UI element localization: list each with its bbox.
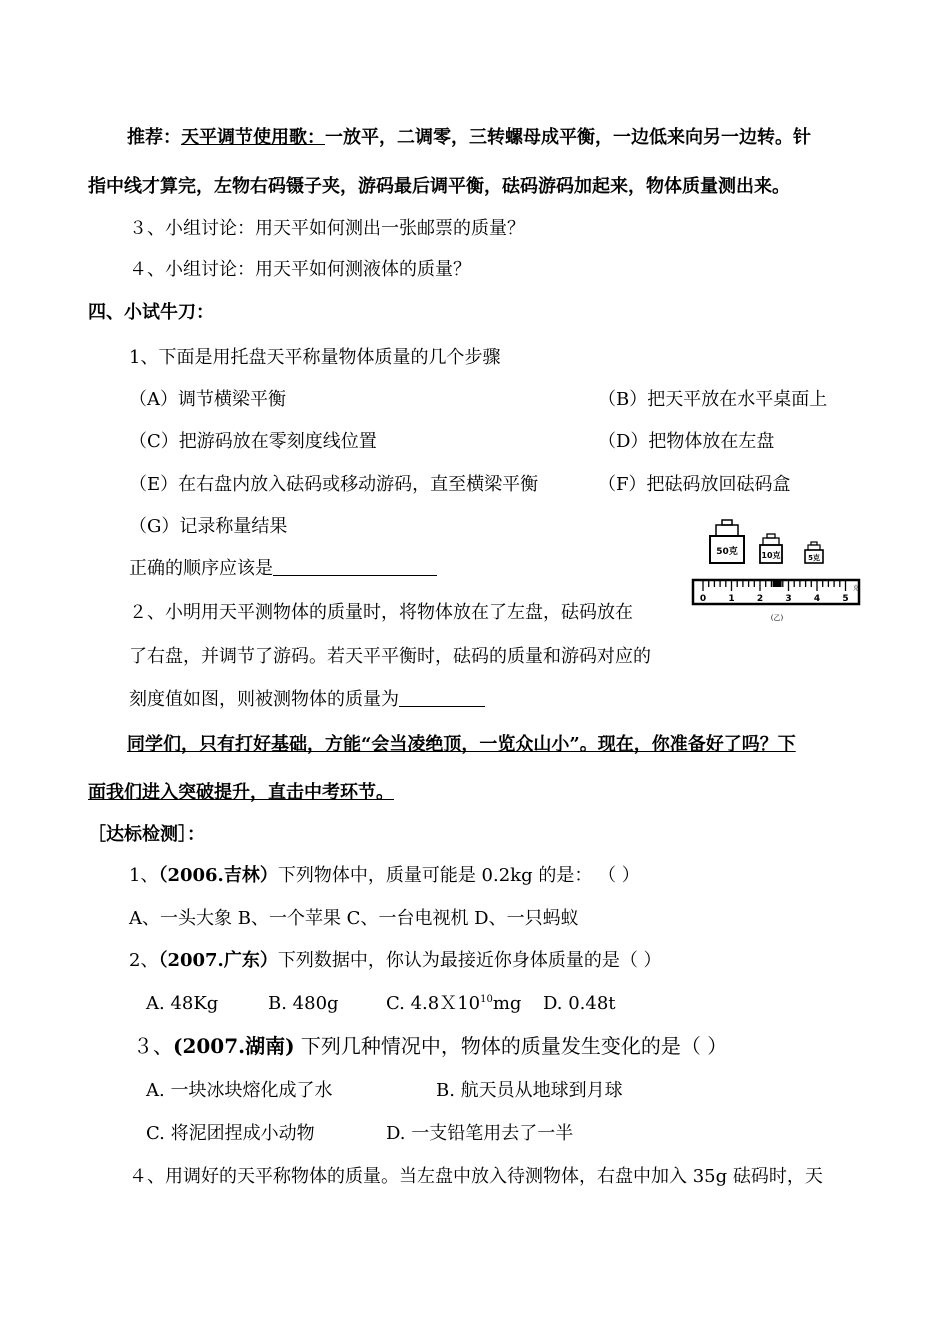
t3-line [133,1034,727,1058]
motivation-line-2: 面我们进入突破提升，直击中考环节。 [88,782,394,803]
weight-50g-label: 50克 [716,547,738,557]
t2-option-c-exponent: 10 [480,994,493,1005]
scale-labels [700,594,849,604]
t3-option-d: D. 一支铅笔用去了一半 [386,1123,574,1144]
discussion-4: ４、小组讨论：用天平如何测液体的质量？ [129,259,471,280]
t4-line: ４、用调好的天平称物体的质量。当左盘中放入待测物体，右盘中加入 35g 砝码时，天 [129,1166,823,1187]
recommend-text-1: 一放平，二调零，三转螺母成平衡，一边低来向另一边转。针 [325,127,811,148]
t2-option-c [386,992,521,1016]
q2-line-3-text: 刻度值如图，则被测物体的质量为 [129,689,399,710]
q1-option-e: （E）在右盘内放入砝码或移动游码，直至横梁平衡 [129,474,539,495]
t1-text: 下列物体中，质量可能是 0.2kg 的是： （ ） [277,865,640,886]
q1-answer-line [129,557,437,581]
motivation-line-1: 同学们，只有打好基础，方能“会当凌绝顶，一览众山小”。现在，你准备好了吗？下 [127,734,796,755]
q1-option-b: （B）把天平放在水平桌面上 [598,389,828,410]
t1-line [129,864,640,888]
test-section-title: ［达标检测］： [88,824,205,845]
t2-source: （2007.广东） [158,950,278,971]
recommend-label: 推荐： [127,127,181,148]
section-4-title: 四、小试牛刀： [88,302,214,323]
q1-option-f: （F）把砝码放回砝码盒 [598,474,791,495]
t3-option-a: A. 一块冰块熔化成了水 [146,1080,333,1101]
weight-50g [710,520,744,563]
recommend-line-1 [127,126,811,150]
discussion-3: ３、小组讨论：用天平如何测出一张邮票的质量？ [129,218,525,239]
q2-line-3 [129,688,485,712]
scale-label: 3 [785,594,792,604]
t2-num: 2、 [129,950,159,971]
t2-text: 下列数据中，你认为最接近你身体质量的是（ ） [277,950,662,971]
t2-option-b: B. 480g [268,993,339,1014]
weight-10g [760,534,782,563]
t2-option-d: D. 0.48t [543,993,616,1014]
q1-stem: 1、下面是用托盘天平称量物体质量的几个步骤 [129,347,501,368]
t3-option-c: C. 将泥团捏成小动物 [146,1123,315,1144]
t2-option-c-unit: mg [492,993,522,1014]
q2-answer-blank[interactable] [399,688,485,707]
scale-label: 0 [699,594,707,604]
t3-text: 下列几种情况中，物体的质量发生变化的是（ ） [294,1034,728,1058]
scale-label: 1 [728,594,735,604]
q1-option-d: （D）把物体放在左盘 [598,431,775,452]
recommend-line-2: 指中线才算完，左物右码镊子夹，游码最后调平衡，砝码游码加起来，物体质量测出来。 [88,176,790,197]
weights-and-scale-figure [690,518,865,624]
q2-line-2: 了右盘，并调节了游码。若天平平衡时，砝码的质量和游码对应的 [129,646,651,667]
t2-option-a: A. 48Kg [146,993,219,1014]
weight-10g-label: 10克 [761,551,781,560]
q1-answer-prompt: 正确的顺序应该是 [129,558,273,579]
t3-num: ３、 [133,1034,173,1058]
t1-source: （2006.吉林） [158,865,278,886]
t2-option-c-base: C. 4.8Ｘ10 [386,993,481,1014]
t2-line [129,949,662,973]
scale-unit: 克 [853,585,860,592]
q2-line-1: ２、小明用天平测物体的质量时，将物体放在了左盘，砝码放在 [129,602,633,623]
scale-label: 5 [842,594,849,604]
scale-label: 2 [756,594,764,604]
scale-label: 4 [813,594,821,604]
t1-options: A、一头大象 B、一个苹果 C、一台电视机 D、一只蚂蚁 [129,908,579,929]
t3-option-b: B. 航天员从地球到月球 [436,1080,623,1101]
song-title: 天平调节使用歌： [181,127,325,148]
q1-answer-blank[interactable] [273,557,437,576]
rider-marker [773,579,782,587]
weight-5g-label: 5克 [808,554,820,562]
q1-option-c: （C）把游码放在零刻度线位置 [129,431,377,452]
t1-num: 1、 [129,865,159,886]
figure-caption: (乙) [770,614,784,622]
t3-source: (2007.湖南) [173,1034,295,1058]
q1-option-a: （A）调节横梁平衡 [129,389,286,410]
weight-5g [805,542,823,563]
q1-option-g: （G）记录称量结果 [129,516,288,537]
